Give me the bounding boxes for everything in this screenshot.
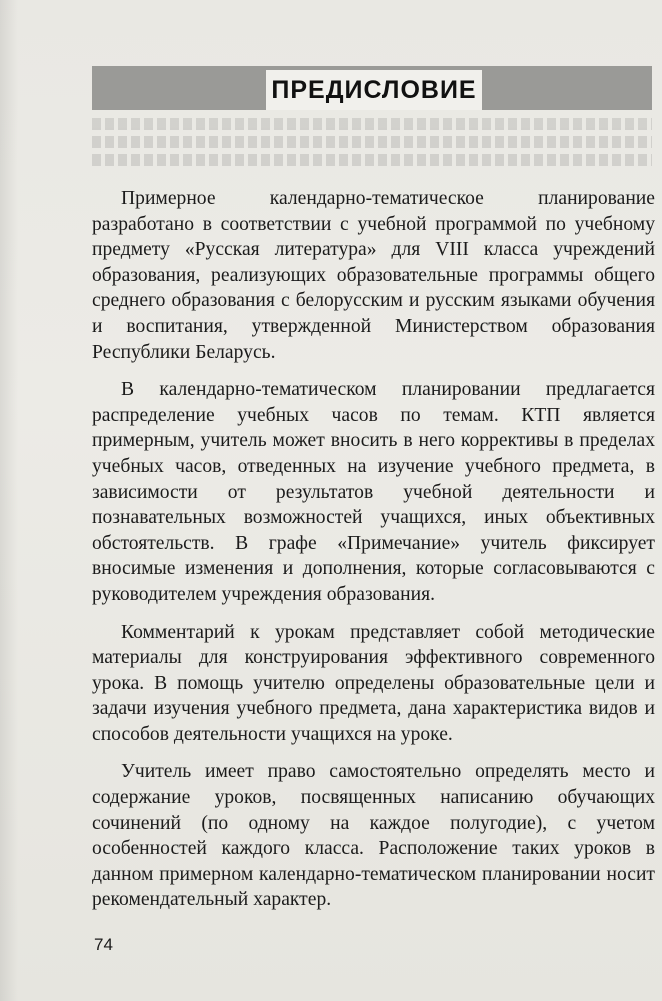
paragraph: В календарно-тематическом планировании предлагается распределение учебных часов по темам. КТП является примерным, учитель может вносить в него коррективы в пределах учебных часов, отведенных на изучение учебного предмета, в зависимости от результатов учебной деятельности и познавательных возможностей учащихся, иных объективных обстоятельств. В графе «Примечание» учитель фиксирует вносимые изменения и дополнения, которые согласовываются с руководителем учреждения образования. — [92, 379, 655, 605]
bleed-through-text — [92, 112, 652, 174]
page-number: 74 — [94, 935, 113, 954]
body-text — [92, 186, 655, 913]
paragraph: Учитель имеет право самостоятельно определять место и содержание уроков, посвященных написанию обучающих сочинений (по одному на каждое полугодие), с учетом особенностей каждого класса. Расположение таких уроков в данном примерном календарно-тематическом планировании носит рекомендательный характер. — [92, 761, 655, 911]
page-title: ПРЕДИСЛОВИЕ — [271, 75, 477, 104]
heading-box — [266, 70, 482, 110]
paragraph: Примерное календарно-тематическое планирование разработано в соответствии с учебной программой по учебному предмету «Русская литература» для VIII класса учреждений образования, реализующих образовательные программы общего среднего образования с белорусским и русским языками обучения и воспитания, утвержденной Министерством образования Республики Беларусь. — [92, 188, 655, 363]
page-edge-shadow — [0, 0, 18, 1001]
paragraph: Комментарий к урокам представляет собой методические материалы для конструирования эффективного современного урока. В помощь учителю определены образовательные цели и задачи изучения учебного предмета, дана характеристика видов и способов деятельности учащихся на уроке. — [92, 621, 655, 745]
